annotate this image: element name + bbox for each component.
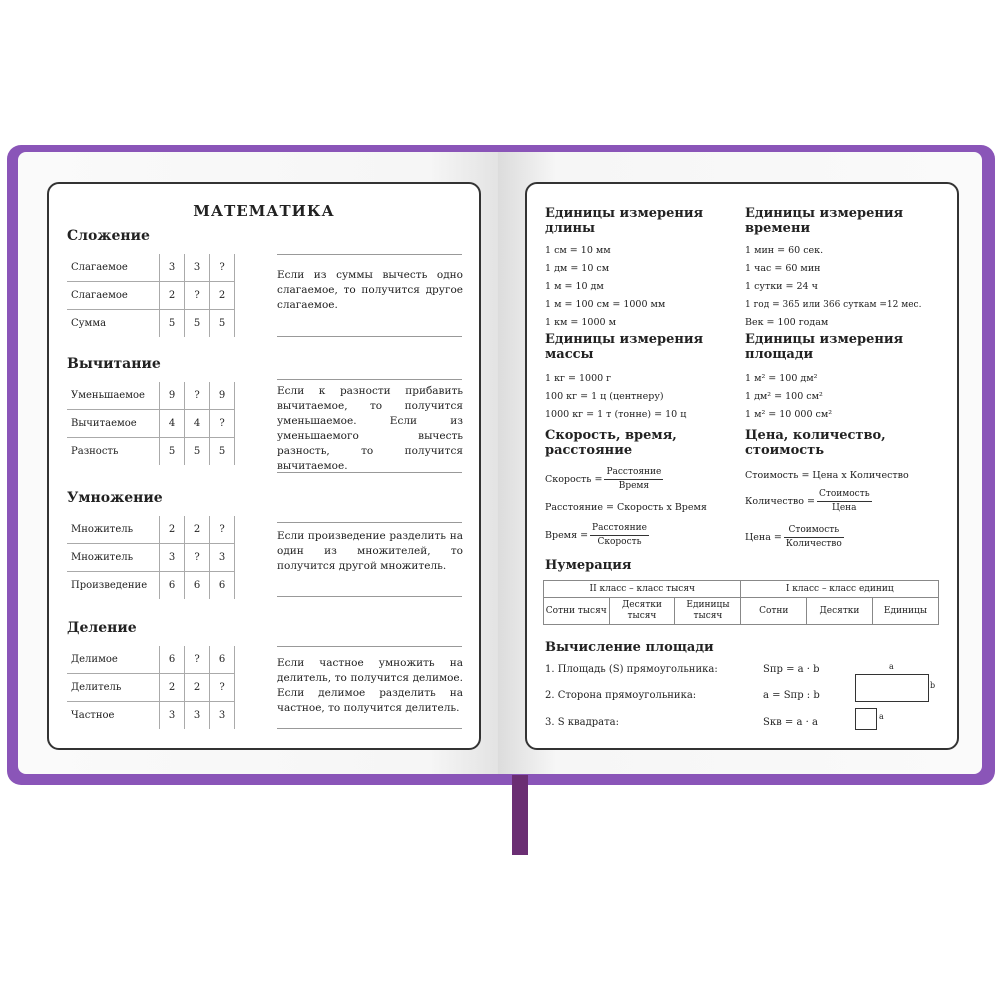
table-row xyxy=(544,598,939,625)
table-row xyxy=(67,674,235,702)
list-item: 1 дм² = 100 см² xyxy=(745,391,823,402)
time-units-heading: Единицы измерения времени xyxy=(745,206,904,236)
row-label: Разность xyxy=(67,438,160,466)
formula-lhs: Время = xyxy=(545,529,589,541)
list-item: 1 м = 10 дм xyxy=(545,281,604,292)
table-row xyxy=(67,438,235,466)
formula-row xyxy=(745,522,909,552)
cell: ? xyxy=(185,544,210,572)
digit-column: Сотни xyxy=(741,598,807,625)
multiplication-table xyxy=(67,516,235,599)
cell: 3 xyxy=(160,702,185,730)
cell: 5 xyxy=(160,310,185,338)
table-row xyxy=(67,310,235,338)
cell: 3 xyxy=(160,544,185,572)
numerator: Стоимость xyxy=(784,524,844,538)
area-calc-formula: Sкв = a · a xyxy=(763,717,818,728)
cell: ? xyxy=(185,382,210,410)
table-row xyxy=(67,410,235,438)
price-heading: Цена, количество, стоимость xyxy=(745,428,886,458)
divider xyxy=(277,379,462,380)
cell: 5 xyxy=(210,310,235,338)
cell: 5 xyxy=(210,438,235,466)
numerator: Стоимость xyxy=(817,488,872,502)
formula-lhs: Количество = xyxy=(745,495,815,507)
row-label: Сумма xyxy=(67,310,160,338)
denominator: Цена xyxy=(832,502,857,513)
bookmark-ribbon xyxy=(512,775,528,855)
addition-table xyxy=(67,254,235,337)
area-calc-label: 2. Сторона прямоугольника: xyxy=(545,690,697,701)
length-units-list xyxy=(545,242,665,332)
denominator: Количество xyxy=(785,538,842,549)
area-calc-heading: Вычисление площади xyxy=(545,640,714,655)
rectangle-side-a: a xyxy=(889,662,894,671)
area-calc-formula: Sпр = a · b xyxy=(763,664,820,675)
cell: 5 xyxy=(185,310,210,338)
row-label: Произведение xyxy=(67,572,160,600)
list-item: 1 м² = 10 000 см² xyxy=(745,409,833,420)
denominator: Время xyxy=(618,480,650,491)
section-heading-division: Деление xyxy=(67,620,137,636)
list-item: 1 см = 10 мм xyxy=(545,245,611,256)
rule-text-addition: Если из суммы вычесть одно слагаемое, то получится другое слагаемое. xyxy=(277,269,463,311)
cell: 9 xyxy=(210,382,235,410)
list-item: 1000 кг = 1 т (тонне) = 10 ц xyxy=(545,409,687,420)
square-side-a: a xyxy=(879,712,884,721)
math-reference-left xyxy=(47,182,481,750)
divider xyxy=(277,646,462,647)
digit-column: Десятки xyxy=(806,598,872,625)
area-units-list xyxy=(745,370,832,424)
cell: 6 xyxy=(210,572,235,600)
section-heading-multiplication: Умножение xyxy=(67,490,163,506)
list-item: 1 дм = 10 см xyxy=(545,263,610,274)
numeration-table xyxy=(543,580,939,625)
list-item: 1 кг = 1000 г xyxy=(545,373,612,384)
math-reference-right xyxy=(525,182,959,750)
speed-formulas xyxy=(545,464,707,550)
section-heading-addition: Сложение xyxy=(67,228,150,244)
row-label: Частное xyxy=(67,702,160,730)
list-item: 1 мин = 60 сек. xyxy=(745,245,824,256)
rectangle-figure xyxy=(855,674,929,702)
divider xyxy=(277,336,462,337)
formula-row xyxy=(745,486,909,516)
table-row xyxy=(67,282,235,310)
table-row xyxy=(67,572,235,600)
price-formulas xyxy=(745,464,909,552)
list-item: Век = 100 годам xyxy=(745,317,829,328)
cell: 2 xyxy=(160,516,185,544)
section-heading-subtraction: Вычитание xyxy=(67,356,161,372)
mass-units-heading: Единицы измерения массы xyxy=(545,332,704,362)
fraction xyxy=(784,524,844,551)
cell: ? xyxy=(185,646,210,674)
digit-column: Сотни тысяч xyxy=(544,598,610,625)
row-label: Множитель xyxy=(67,516,160,544)
list-item: 1 сутки = 24 ч xyxy=(745,281,818,292)
formula-lhs: Скорость = xyxy=(545,473,603,485)
subtraction-table xyxy=(67,382,235,465)
digit-column: Десятки тысяч xyxy=(609,598,675,625)
divider xyxy=(277,728,462,729)
divider xyxy=(277,472,462,473)
table-row xyxy=(67,702,235,730)
cell: 2 xyxy=(160,674,185,702)
divider xyxy=(277,596,462,597)
square-figure xyxy=(855,708,877,730)
cell: 3 xyxy=(210,702,235,730)
list-item: 1 час = 60 мин xyxy=(745,263,821,274)
table-row xyxy=(67,254,235,282)
row-label: Множитель xyxy=(67,544,160,572)
list-item: 1 км = 1000 м xyxy=(545,317,616,328)
cell: 6 xyxy=(160,646,185,674)
area-units-heading: Единицы измерения площади xyxy=(745,332,904,362)
class-header: I класс – класс единиц xyxy=(741,581,939,598)
cell: ? xyxy=(210,516,235,544)
row-label: Делитель xyxy=(67,674,160,702)
cell: 3 xyxy=(160,254,185,282)
cell: ? xyxy=(210,674,235,702)
formula-lhs: Цена = xyxy=(745,531,782,543)
cell: 6 xyxy=(160,572,185,600)
division-table xyxy=(67,646,235,729)
numerator: Расстояние xyxy=(604,466,663,480)
cell: 4 xyxy=(185,410,210,438)
row-label: Вычитаемое xyxy=(67,410,160,438)
cell: 9 xyxy=(160,382,185,410)
row-label: Уменьшаемое xyxy=(67,382,160,410)
list-item: 1 м = 100 см = 1000 мм xyxy=(545,299,666,310)
class-header: II класс – класс тысяч xyxy=(544,581,741,598)
rule-text-division: Если частное умножить на делитель, то получится делимое. Если делимое разделить на частное, то получится делитель. xyxy=(277,657,463,714)
formula-row xyxy=(545,520,707,550)
table-row xyxy=(67,382,235,410)
cell: 3 xyxy=(185,254,210,282)
table-row xyxy=(67,544,235,572)
table-row xyxy=(544,581,939,598)
fraction xyxy=(604,466,663,493)
formula-row: Стоимость = Цена х Количество xyxy=(745,469,909,481)
mass-units-list xyxy=(545,370,686,424)
divider xyxy=(277,522,462,523)
cell: ? xyxy=(210,254,235,282)
area-calc-label: 3. S квадрата: xyxy=(545,717,619,728)
fraction xyxy=(817,488,872,515)
length-units-heading: Единицы измерения длины xyxy=(545,206,704,236)
numerator: Расстояние xyxy=(590,522,649,536)
speed-heading: Скорость, время, расстояние xyxy=(545,428,677,458)
digit-column: Единицы тысяч xyxy=(675,598,741,625)
area-calc-formula: a = Sпр : b xyxy=(763,690,820,701)
cell: ? xyxy=(210,410,235,438)
divider xyxy=(277,254,462,255)
cell: 2 xyxy=(185,674,210,702)
numeration-heading: Нумерация xyxy=(545,558,632,573)
cell: 5 xyxy=(185,438,210,466)
area-calc-label: 1. Площадь (S) прямоугольника: xyxy=(545,664,718,675)
list-item: 1 м² = 100 дм² xyxy=(745,373,818,384)
cell: 3 xyxy=(185,702,210,730)
list-item: 100 кг = 1 ц (центнеру) xyxy=(545,391,664,402)
rule-text-subtraction: Если к разности прибавить вычитаемое, то получится уменьшаемое. Если из уменьшаемого вычесть разность, то получится вычитаемое. xyxy=(277,385,463,472)
time-units-list xyxy=(745,242,921,332)
formula-row: Расстояние = Скорость х Время xyxy=(545,501,707,513)
cell: 4 xyxy=(160,410,185,438)
row-label: Слагаемое xyxy=(67,254,160,282)
formula-row xyxy=(545,464,707,494)
rule-text-multiplication: Если произведение разделить на один из множителей, то получится другой множитель. xyxy=(277,530,463,572)
table-row xyxy=(67,516,235,544)
denominator: Скорость xyxy=(597,536,642,547)
cell: ? xyxy=(185,282,210,310)
cell: 6 xyxy=(210,646,235,674)
cell: 2 xyxy=(210,282,235,310)
page-title: МАТЕМАТИКА xyxy=(193,202,335,220)
rectangle-side-b: b xyxy=(930,681,936,690)
list-item: 1 год = 365 или 366 суткам =12 мес. xyxy=(745,300,922,310)
fraction xyxy=(590,522,649,549)
row-label: Делимое xyxy=(67,646,160,674)
table-row xyxy=(67,646,235,674)
digit-column: Единицы xyxy=(872,598,938,625)
cell: 6 xyxy=(185,572,210,600)
cell: 2 xyxy=(160,282,185,310)
cell: 3 xyxy=(210,544,235,572)
row-label: Слагаемое xyxy=(67,282,160,310)
cell: 2 xyxy=(185,516,210,544)
cell: 5 xyxy=(160,438,185,466)
